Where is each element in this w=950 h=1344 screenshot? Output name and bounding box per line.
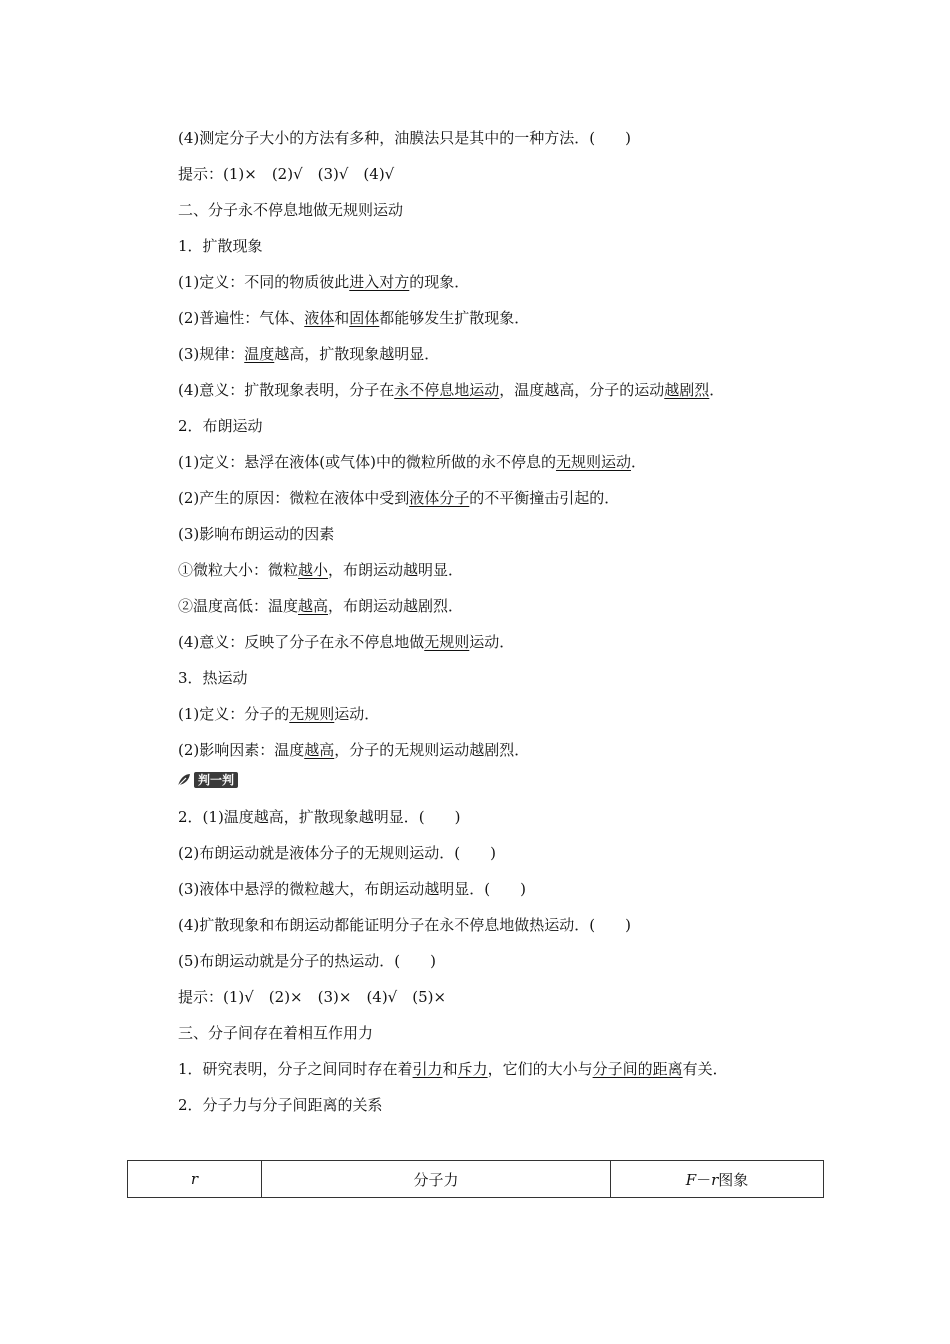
text: 都能够发生扩散现象．	[379, 309, 530, 327]
subsection-brownian	[178, 416, 263, 436]
judge-question-2	[178, 843, 496, 863]
text: ，它们的大小与	[487, 1060, 593, 1078]
text: ．	[709, 381, 725, 399]
section-3-heading	[178, 1023, 373, 1043]
force-distance-table	[127, 1160, 824, 1198]
badge-label: 判一判	[194, 772, 238, 788]
text: ．	[630, 453, 646, 471]
question-text: (4)扩散现象和布朗运动都能证明分子在永不停息地做热运动．( )	[178, 916, 631, 934]
subsection-diffusion	[178, 236, 263, 256]
force-distance-heading	[178, 1095, 383, 1115]
subheading-text: 2．布朗运动	[178, 417, 263, 435]
text: (1)定义：悬浮在液体(或气体)中的微粒所做的永不停息的	[178, 453, 556, 471]
question-text: (2)布朗运动就是液体分子的无规则运动．( )	[178, 844, 496, 862]
underlined-term: 无规则	[289, 705, 335, 723]
text: 和	[442, 1060, 458, 1078]
diffusion-definition	[178, 272, 469, 292]
factor-particle-size	[178, 560, 463, 580]
underlined-term: 越高	[304, 741, 335, 759]
leaf-icon	[176, 772, 192, 788]
judge-question-1	[178, 807, 461, 827]
question-text: 2．(1)温度越高，扩散现象越明显．( )	[178, 808, 461, 826]
intermolecular-forces	[178, 1059, 728, 1079]
judge-question-5	[178, 951, 436, 971]
underlined-term: 越小	[298, 561, 329, 579]
question-text: (4)测定分子大小的方法有多种，油膜法只是其中的一种方法．( )	[178, 129, 631, 147]
underlined-term: 斥力	[457, 1060, 488, 1078]
table-header-r	[128, 1161, 262, 1198]
text: 越高，扩散现象越明显．	[274, 345, 440, 363]
header-text: 分子力	[413, 1170, 459, 1189]
text: 的现象．	[409, 273, 470, 291]
text: ①微粒大小：微粒	[178, 561, 299, 579]
brownian-meaning	[178, 632, 514, 652]
table-header-row	[128, 1161, 824, 1198]
factor-temperature	[178, 596, 463, 616]
text: ，温度越高，分子的运动	[499, 381, 665, 399]
brownian-cause	[178, 488, 619, 508]
heading-text: 三、分子间存在着相互作用力	[178, 1024, 374, 1042]
subheading-text: 1．扩散现象	[178, 237, 263, 255]
text: ，分子的无规则运动越剧烈．	[334, 741, 530, 759]
judge-question-4	[178, 915, 631, 935]
question-text: (5)布朗运动就是分子的热运动．( )	[178, 952, 436, 970]
underlined-term: 液体分子	[409, 489, 470, 507]
question-4-line	[178, 128, 631, 148]
underlined-term: 温度	[244, 345, 275, 363]
underlined-term: 液体	[304, 309, 335, 327]
underlined-term: 永不停息地运动	[394, 381, 500, 399]
underlined-term: 进入对方	[349, 273, 410, 291]
diffusion-universality	[178, 308, 529, 328]
judge-badge	[176, 771, 238, 789]
underlined-term: 无规则	[424, 633, 470, 651]
underlined-term: 引力	[412, 1060, 443, 1078]
subheading-text: 3．热运动	[178, 669, 248, 687]
answer-text: 提示：(1)× (2)√ (3)√ (4)√	[178, 165, 395, 183]
text: 和	[334, 309, 350, 327]
text: (2)产生的原因：微粒在液体中受到	[178, 489, 410, 507]
section-2-heading	[178, 200, 403, 220]
judge-question-3	[178, 879, 526, 899]
underlined-term: 越剧烈	[664, 381, 710, 399]
thermal-definition	[178, 704, 379, 724]
text: (4)意义：反映了分子在永不停息地做	[178, 633, 425, 651]
diffusion-meaning	[178, 380, 724, 400]
subsection-thermal	[178, 668, 248, 688]
brownian-factors	[178, 524, 334, 544]
text: ，布朗运动越明显．	[328, 561, 464, 579]
text: 运动．	[334, 705, 380, 723]
header-text: F	[685, 1170, 697, 1189]
text: (3)规律：	[178, 345, 245, 363]
underlined-term: 无规则运动	[555, 453, 631, 471]
underlined-term: 固体	[349, 309, 380, 327]
text: 有关．	[682, 1060, 728, 1078]
text: 1．研究表明，分子之间同时存在着	[178, 1060, 413, 1078]
underlined-term: 分子间的距离	[592, 1060, 683, 1078]
text: (2)普遍性：气体、	[178, 309, 305, 327]
header-text: r	[190, 1170, 199, 1188]
brownian-definition	[178, 452, 646, 472]
answer-hint-2	[178, 987, 446, 1007]
text: ，布朗运动越剧烈．	[328, 597, 464, 615]
text: (4)意义：扩散现象表明，分子在	[178, 381, 395, 399]
text: 2．分子力与分子间距离的关系	[178, 1096, 383, 1114]
answer-hint-1	[178, 164, 394, 184]
text: (2)影响因素：温度	[178, 741, 305, 759]
text: (1)定义：不同的物质彼此	[178, 273, 350, 291]
header-text: r	[711, 1170, 719, 1189]
underlined-term: 越高	[298, 597, 329, 615]
header-text: －	[696, 1170, 712, 1189]
diffusion-rule	[178, 344, 439, 364]
text: 运动．	[469, 633, 515, 651]
text: (3)影响布朗运动的因素	[178, 525, 335, 543]
heading-text: 二、分子永不停息地做无规则运动	[178, 201, 404, 219]
text: (1)定义：分子的	[178, 705, 290, 723]
table-header-force	[262, 1161, 611, 1198]
header-text: 图象	[718, 1170, 749, 1189]
thermal-factors	[178, 740, 529, 760]
answer-text: 提示：(1)√ (2)× (3)× (4)√ (5)×	[178, 988, 447, 1006]
text: 的不平衡撞击引起的．	[469, 489, 620, 507]
text: ②温度高低：温度	[178, 597, 299, 615]
question-text: (3)液体中悬浮的微粒越大，布朗运动越明显．( )	[178, 880, 526, 898]
table-header-graph	[611, 1161, 824, 1198]
